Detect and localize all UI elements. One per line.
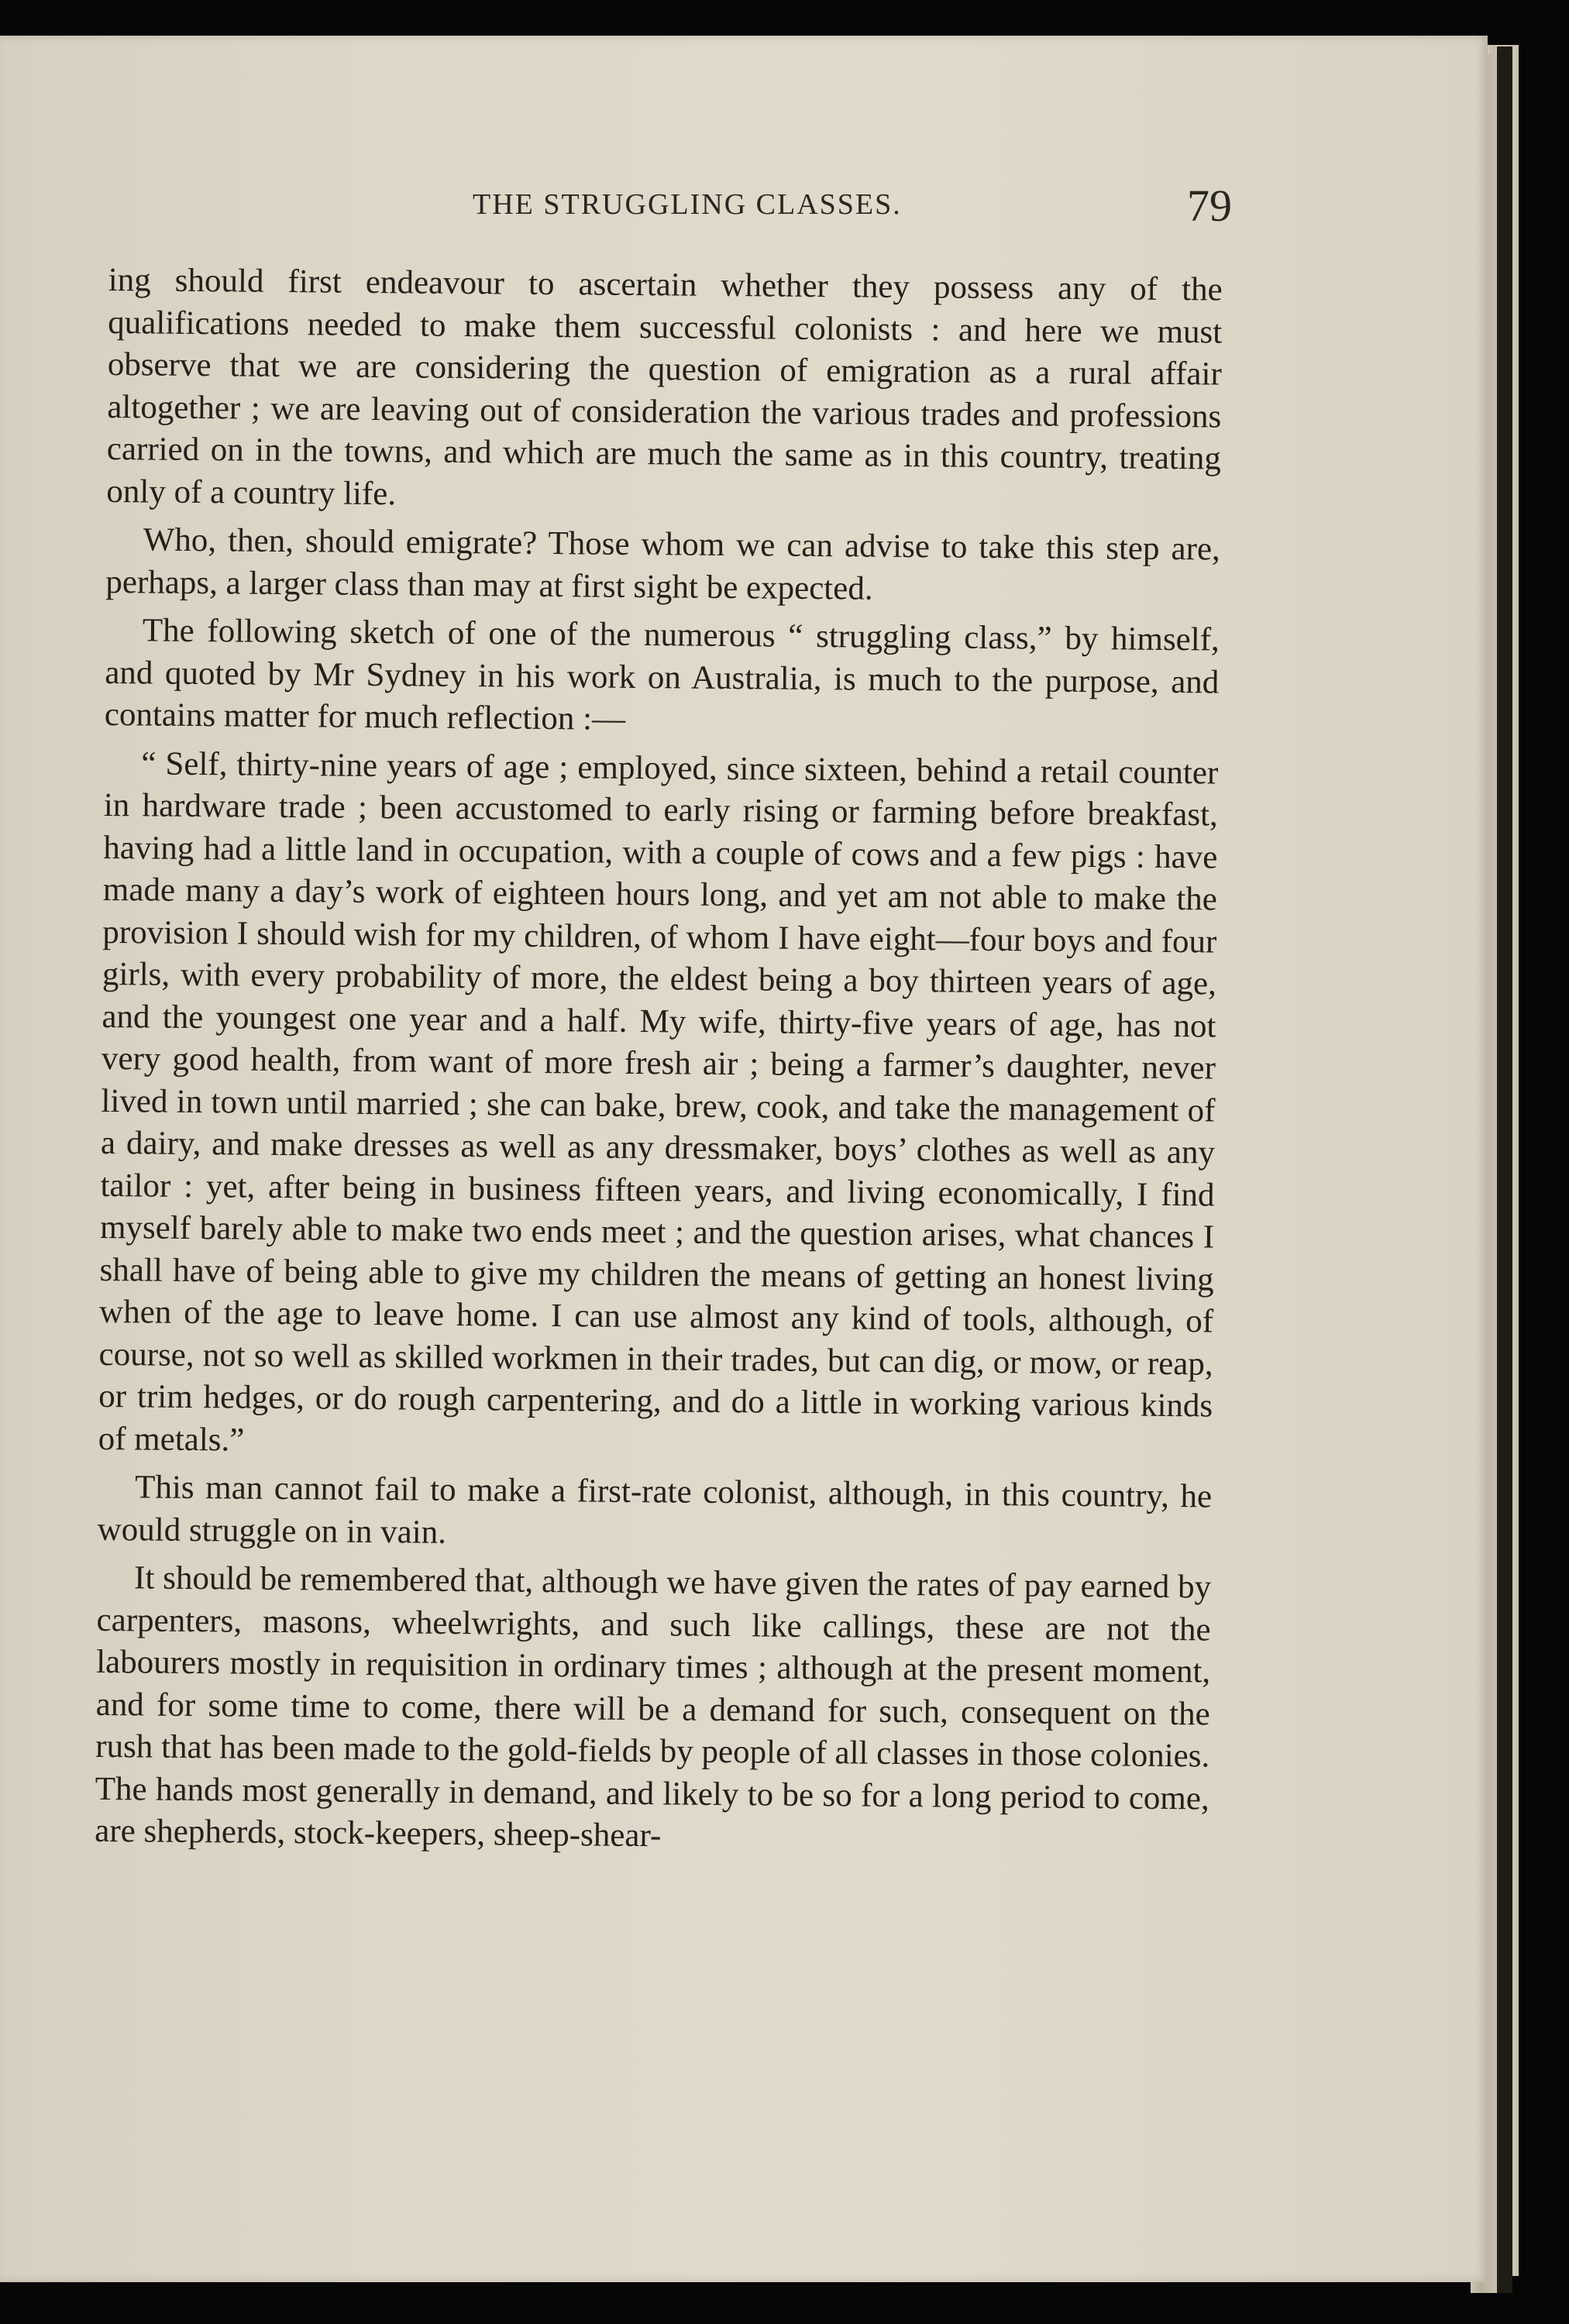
paragraph-1: ing should first endeavour to ascertain whether they possess any of the qualifications needed to make them successful colonists : and here we must observe that we are considering the question of emigration as a rural affair altogether ; we are leaving out of consideration the various trades and professions carried on in the towns, and which are much the same as in this country, treating only of a country life. (106, 261, 1223, 512)
paragraph-4-quotation: “ Self, thirty-nine years of age ; employed, since sixteen, behind a retail counter in hardware trade ; been accustomed to early rising or farming before breakfast, having had a little land in occupation, with a couple of cows and a few pigs : have made many a day’s work of eighteen hours long, and yet am not able to make the provision I should wish for my children, of whom I have eight—four boys and four girls, with every probability of more, the eldest being a boy thirteen years of age, and the youngest one year and a half. My wife, thirty-five years of age, has not very good health, from want of more fresh air ; being a farmer’s daughter, never lived in town until married ; she can bake, brew, cook, and take the management of a dairy, and make dresses as well as any dressmaker, boys’ clothes as well as any tailor : yet, after being in business fifteen years, and living economically, I find myself barely able to make two ends meet ; and the question arises, what chances I shall have of being able to give my children the means of getting an honest living when of the age to leave home. I can use almost any kind of tools, although, of course, not so well as skilled workmen in their trades, but can dig, or mow, or reap, or trim hedges, or do rough carpentering, and do a little in working various kinds of metals.” (98, 744, 1219, 1459)
paragraph-6: It should be remembered that, although we have given the rates of pay earned by carpenters, masons, wheelwrights, and such like callings, these are not the labourers mostly in requisition in ordinary times ; although at the present moment, and for some time to come, there will be a demand for such, consequent on the rush that has been made to the gold-fields by people of all classes in those colonies. The hands most generally in demand, and likely to be so for a long period to come, are shepherds, stock-keepers, sheep-shear- (95, 1559, 1212, 1855)
page-header (108, 180, 1232, 242)
running-head: THE STRUGGLING CLASSES. (473, 188, 902, 221)
body-text (95, 260, 1223, 1868)
paragraph-3: The following sketch of one of the numerous “ struggling class,” by himself, and quoted by Mr Sydney in his work on Australia, is much to the purpose, and contains matter for much reflection :— (104, 612, 1220, 737)
page-number: 79 (1187, 180, 1232, 231)
paragraph-5: This man cannot fail to make a first-rate colonist, although, in this country, he would struggle on in vain. (97, 1469, 1213, 1551)
paragraph-2: Who, then, should emigrate? Those whom we can advise to take this step are, perhaps, a larger class than may at first sight be expected. (105, 521, 1220, 607)
binding-shadow (1497, 46, 1512, 2293)
